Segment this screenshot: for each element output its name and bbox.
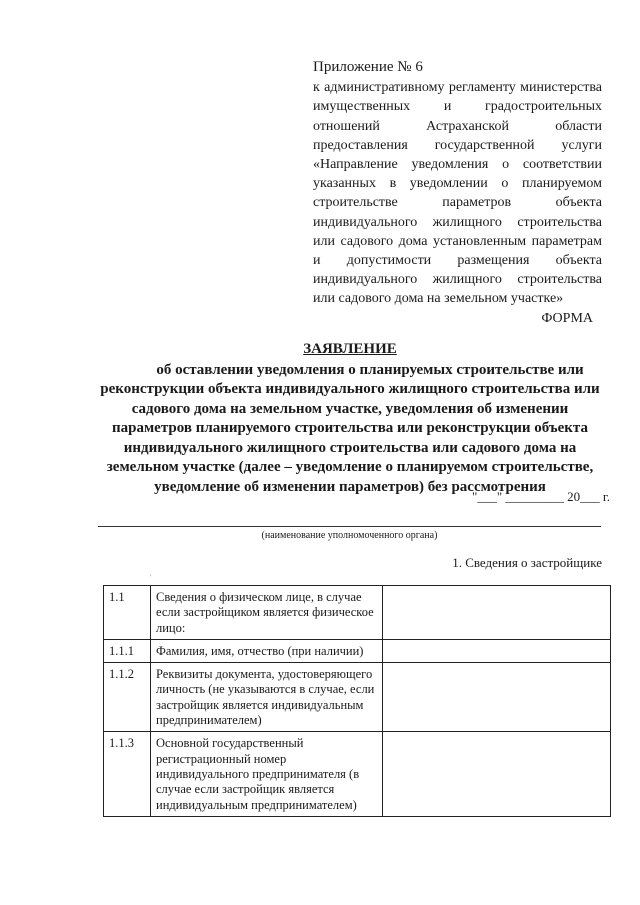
organ-caption: (наименование уполномоченного органа) [261,530,438,541]
row-description: Основной государственный регистрационный номер индивидуального предпринимателя (в случае если застройщик является индивидуальным предпринимателем) [151,732,383,816]
row-description: Реквизиты документа, удостоверяющего личность (не указываются в случае, если застройщик является индивидуальным предпринимателем) [151,663,383,732]
scan-mark: ' [150,573,152,582]
form-label: ФОРМА [541,310,593,326]
document-subtitle: об оставлении уведомления о планируемых строительстве или реконструкции объекта индивидуального жилищного строительства или садового дома на земельном участке, уведомления об изменении параметров планируемого строительства или реконструкции объекта индивидуального жилищного строительства или садового дома на земельном участке (далее – уведомление о планируемом строительстве, уведомление об изменении параметров) без рассмотрения [100,361,600,495]
appendix-title: Приложение № 6 [313,59,423,75]
applicant-info-table [103,585,611,817]
row-number: 1.1.2 [104,663,151,732]
date-line: "___" _________ 20___ г. [472,489,610,504]
row-value-field[interactable] [383,663,611,732]
row-description: Сведения о физическом лице, в случае если застройщиком является физическое лицо: [151,586,383,640]
row-description: Фамилия, имя, отчество (при наличии) [151,639,383,662]
appendix-text: к административному регламенту министерства имущественных и градостроительных отношений Астраханской области предоставления государственной услуги «Направление уведомления о соответствии указанных в уведомлении о планируемом строительстве параметров объекта индивидуального жилищного строительства или садового дома установленным параметрам и допустимости размещения объекта индивидуального жилищного строительства или садового дома на земельном участке» [313,80,602,307]
row-value-field[interactable] [383,732,611,816]
row-value-field[interactable] [383,586,611,640]
table-row [104,586,611,640]
row-number: 1.1 [104,586,151,640]
table-row [104,639,611,662]
row-value-field[interactable] [383,639,611,662]
organ-name-line [98,526,601,527]
table-row [104,663,611,732]
appendix-block [313,58,602,328]
document-title: ЗАЯВЛЕНИЕ [303,341,397,357]
document-heading [90,340,610,497]
section-title: 1. Сведения о застройщике [452,555,602,570]
row-number: 1.1.1 [104,639,151,662]
table-row [104,732,611,816]
row-number: 1.1.3 [104,732,151,816]
